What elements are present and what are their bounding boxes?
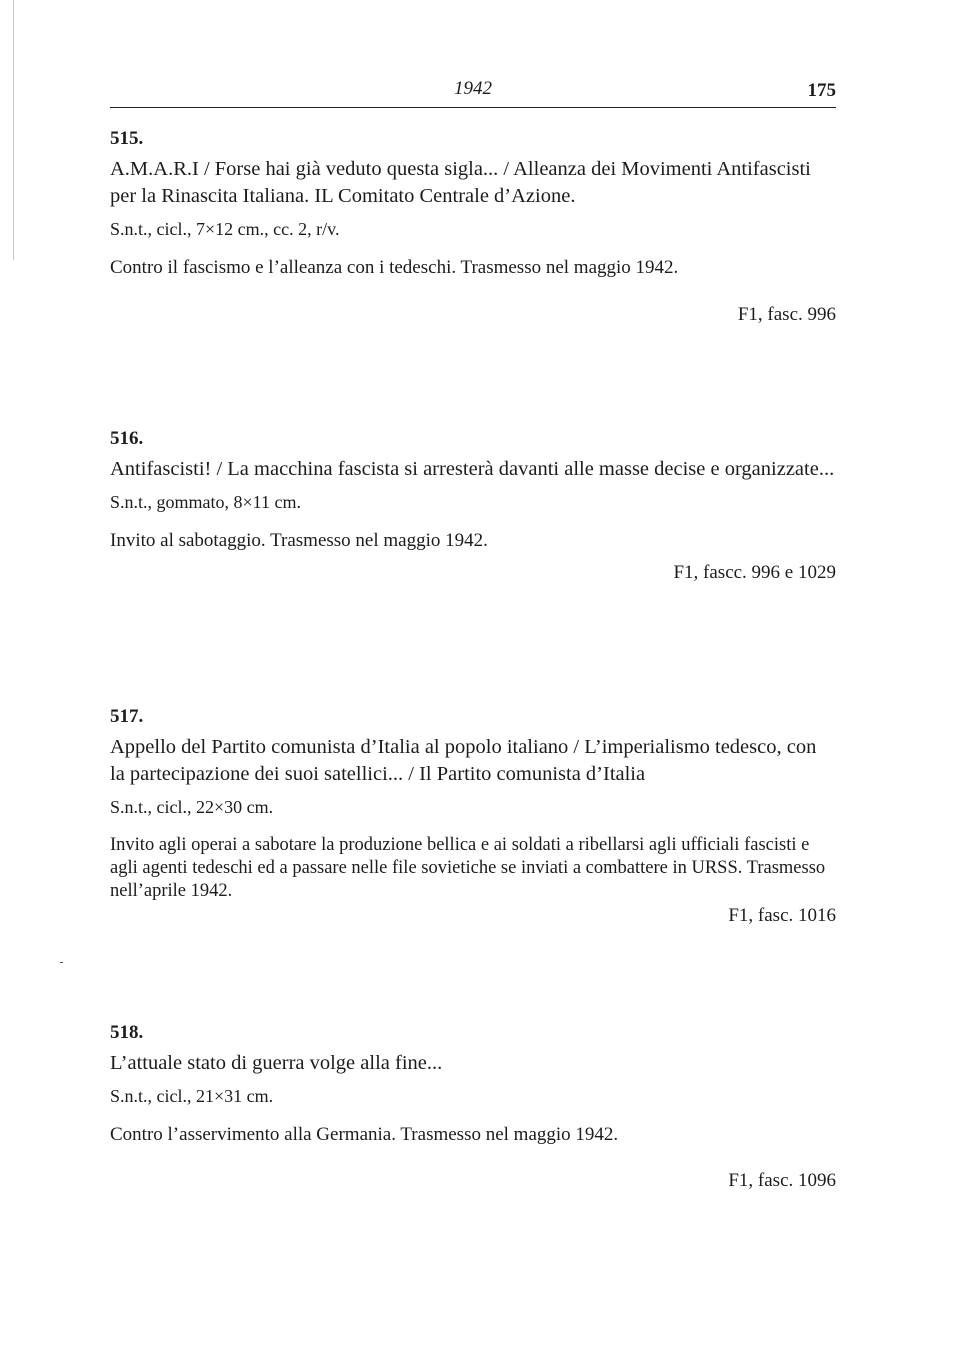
entry-note: Contro il fascismo e l’alleanza con i tedeschi. Trasmesso nel maggio 1942. [110, 257, 679, 278]
entry-number: 516. [110, 428, 144, 449]
entry-title: A.M.A.R.I / Forse hai già veduto questa sigla... / Alleanza dei Movimenti Antifascisti per la Rinascita Italiana. IL Comitato Centrale d’Azione. [110, 158, 811, 207]
catalog-entry-518 [110, 1022, 836, 1192]
catalog-entry-517 [110, 706, 836, 927]
page-number: 175 [807, 80, 836, 101]
entry-description: S.n.t., gommato, 8×11 cm. [110, 492, 301, 512]
entry-note: Invito agli operai a sabotare la produzione bellica e ai soldati a ribellarsi agli ufficiali fascisti e agli agenti tedeschi ed a passare nelle file sovietiche se inviati a combattere in URSS. Trasmesso nell’aprile 1942. [110, 835, 826, 901]
entry-number: 515. [110, 128, 144, 149]
entry-note: Invito al sabotaggio. Trasmesso nel maggio 1942. [110, 530, 488, 551]
entry-number: 517. [110, 706, 144, 727]
entry-archive-location: F1, fasc. 1096 [728, 1170, 836, 1191]
catalog-entry-516 [110, 428, 836, 584]
entry-title: Antifascisti! / La macchina fascista si arresterà davanti alle masse decise e organizzate... [110, 458, 835, 480]
entry-title: L’attuale stato di guerra volge alla fine... [110, 1052, 443, 1074]
entry-description: S.n.t., cicl., 22×30 cm. [110, 797, 274, 817]
entry-note: Contro l’asservimento alla Germania. Trasmesso nel maggio 1942. [110, 1124, 619, 1145]
entry-number: 518. [110, 1022, 144, 1043]
header-rule [110, 107, 836, 108]
scan-edge-line [13, 0, 14, 260]
catalog-entry-515 [110, 128, 836, 326]
entry-title: Appello del Partito comunista d’Italia al popolo italiano / L’imperialismo tedesco, con la partecipazione dei suoi satellici... / Il Partito comunista d’Italia [110, 736, 817, 785]
running-head [110, 78, 836, 108]
entry-description: S.n.t., cicl., 21×31 cm. [110, 1086, 274, 1106]
entry-description: S.n.t., cicl., 7×12 cm., cc. 2, r/v. [110, 219, 340, 239]
running-head-year: 1942 [454, 78, 492, 99]
entry-archive-location: F1, fasc. 1016 [728, 905, 836, 926]
scan-speck [60, 962, 63, 963]
entry-archive-location: F1, fasc. 996 [737, 304, 836, 325]
entry-archive-location: F1, fascc. 996 e 1029 [673, 562, 836, 583]
